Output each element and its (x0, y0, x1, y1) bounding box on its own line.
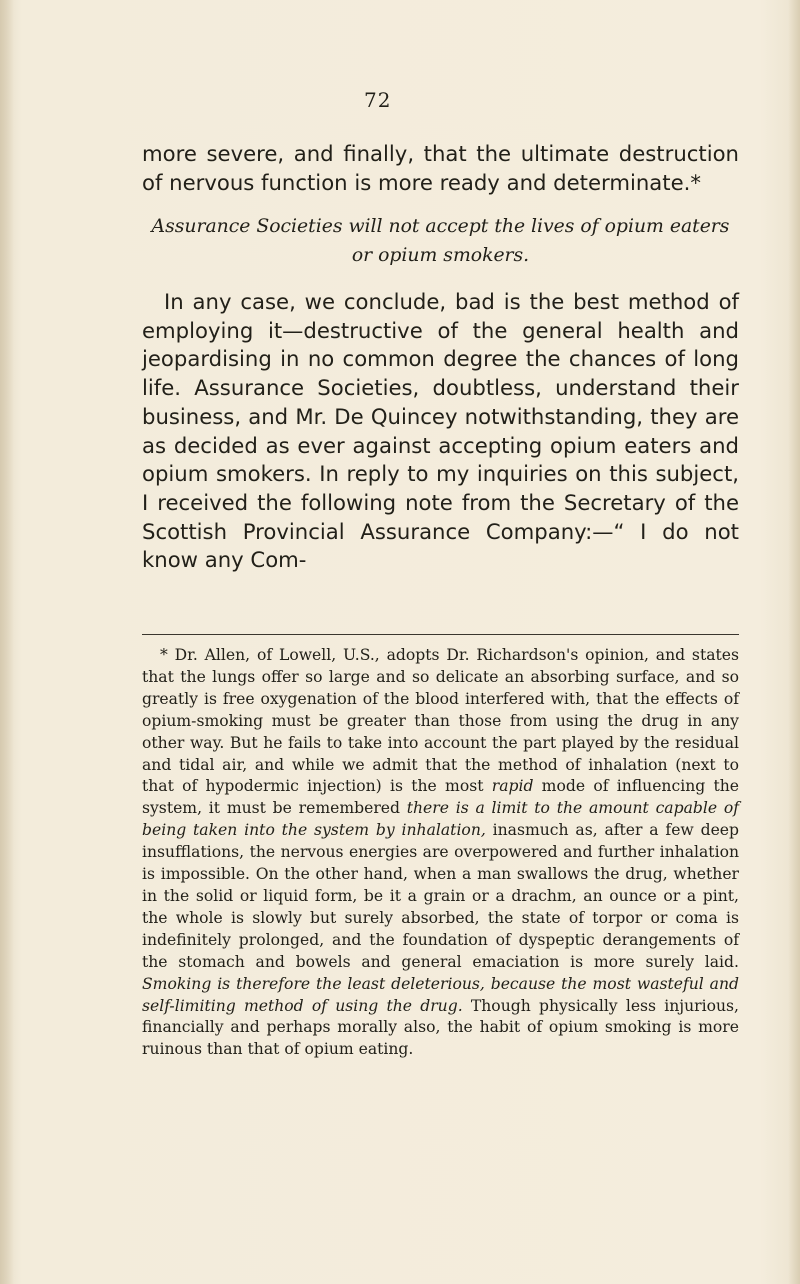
footnote-italic-rapid: rapid (491, 777, 534, 796)
footnote-text-1: * Dr. Allen, of Lowell, U.S., adopts Dr. Richardson's opinion, and states that the lungs offer so large and so delicate an absorbing surface, and so greatly is free oxygenation of the blood interfered with, that the effects of opium-smoking must be greater than those from using the drug in any other way. But he fails to take into account the part played by the residual and tidal air, and while we admit that the method of inhalation (next to that of hypodermic injection) is the most (142, 646, 739, 796)
continuation-text: more severe, and finally, that the ultimate destruction of nervous function is more ready and determinate.* (142, 141, 739, 195)
footnote-text-3: inasmuch as, after a few deep insufflations, the nervous energies are overpowered and further inhalation is impossible. On the other hand, when a man swallows the drug, whether in the solid or liquid form, be it a grain or a drachm, an ounce or a pint, the whole is slowly but surely absorbed, the state of torpor or coma is indefinitely prolonged, and the foundation of dyspeptic derangements of the stomach and bowels and general emaciation is more surely laid. (142, 821, 740, 971)
page-edge-shadow (788, 0, 800, 1284)
footnote-text-4: Though physically less injurious, financially and perhaps morally also, the habit of opium smoking is more ruinous than that of opium eating. (142, 996, 739, 1059)
page-gutter-shadow (0, 0, 14, 1284)
footnote-divider (142, 634, 739, 635)
footnote-text-2: mode of influencing the system, it must be remembered (142, 777, 739, 818)
main-paragraph: In any case, we conclude, bad is the best method of employing it—destructive of the general health and jeopardising in no common degree the chances of long life. Assurance Societies, doubtless, understand their business, and Mr. De Quincey notwithstanding, they are as decided as ever against accepting opium eaters and opium smokers. In reply to my inquiries on this subject, I received the following note from the Secretary of the Scottish Provincial Assurance Company:—“ I do not know any Com- (142, 289, 739, 573)
section-heading: Assurance Societies will not accept the lives of opium eaters or opium smokers. (151, 216, 730, 266)
footnote-italic-limit: there is a limit to the amount capable of being taken into the system by inhalation, (142, 799, 739, 840)
footnote (142, 645, 739, 1061)
page-number: 72 (364, 88, 392, 112)
footnote-italic-conclusion: Smoking is therefore the least deleterious, because the most wasteful and self-limiting method of using the drug. (142, 974, 739, 1015)
